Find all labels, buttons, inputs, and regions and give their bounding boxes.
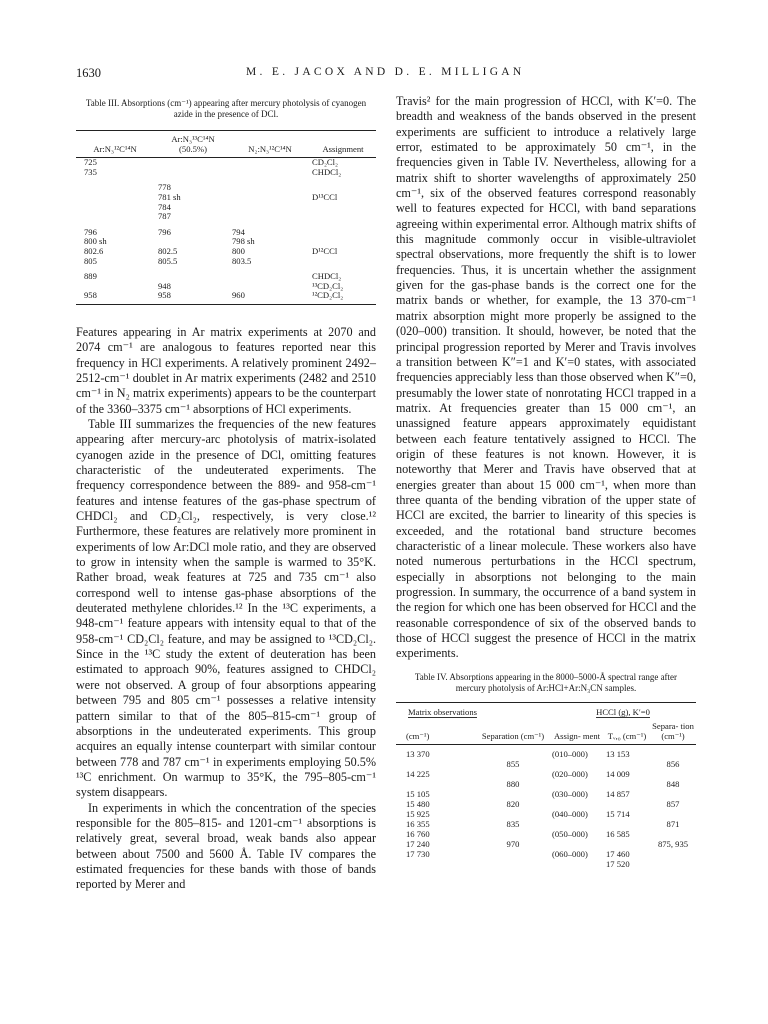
table-cell: CHDCl₂ bbox=[312, 271, 342, 282]
table-cell: 15 714 bbox=[606, 808, 630, 819]
table-cell: 798 sh bbox=[232, 236, 255, 247]
table-cell: (020–000) bbox=[552, 768, 588, 779]
table3-header: N₂:N₃¹²C¹⁴N bbox=[230, 131, 310, 158]
table-cell bbox=[76, 212, 148, 222]
table-cell: 805 bbox=[84, 255, 97, 266]
table-cell bbox=[76, 193, 148, 203]
table-cell bbox=[310, 257, 376, 267]
table-cell bbox=[76, 177, 148, 193]
table-row bbox=[76, 203, 376, 213]
table-cell bbox=[650, 849, 696, 859]
table-row bbox=[396, 829, 696, 839]
table4-body bbox=[396, 744, 696, 869]
table-cell bbox=[476, 829, 550, 839]
table-cell: 802.5 bbox=[158, 245, 178, 256]
table-cell bbox=[604, 799, 650, 809]
table-cell bbox=[476, 809, 550, 819]
table-row bbox=[396, 839, 696, 849]
table-cell bbox=[230, 266, 310, 282]
table-cell bbox=[650, 809, 696, 819]
table-cell: 787 bbox=[158, 211, 171, 222]
table-cell: 802.6 bbox=[84, 245, 104, 256]
table-cell bbox=[310, 222, 376, 238]
table-cell: CHDCl₂ bbox=[312, 166, 342, 177]
table3-caption: Table III. Absorptions (cm⁻¹) appearing after mercury photolysis of cyanogen azide in the presence of DCl. bbox=[85, 98, 367, 119]
table-cell bbox=[230, 177, 310, 193]
table-cell bbox=[310, 203, 376, 213]
running-head: M. E. JACOX AND D. E. MILLIGAN bbox=[246, 66, 525, 78]
table-cell bbox=[476, 769, 550, 779]
table-cell: ¹³CD₂Cl₂ bbox=[312, 280, 344, 291]
table-cell bbox=[604, 819, 650, 829]
table-cell: 781 sh bbox=[158, 191, 181, 202]
table4-header: Separation (cm⁻¹) bbox=[476, 721, 550, 745]
table-cell bbox=[550, 859, 604, 869]
table-row bbox=[396, 769, 696, 779]
table4-header-row bbox=[396, 721, 696, 745]
table-cell: 970 bbox=[506, 838, 520, 849]
table-row bbox=[76, 266, 376, 282]
table-cell bbox=[550, 759, 604, 769]
table-cell bbox=[230, 193, 310, 203]
table-cell bbox=[650, 859, 696, 869]
table3-header: Ar:N₃¹²C¹⁴N bbox=[76, 131, 148, 158]
table-cell: 16 760 bbox=[406, 828, 430, 839]
table-cell: 960 bbox=[230, 291, 310, 304]
table-row bbox=[76, 222, 376, 238]
table-cell bbox=[396, 779, 476, 789]
table-cell bbox=[650, 829, 696, 839]
table3 bbox=[76, 130, 376, 305]
table-cell bbox=[148, 158, 230, 168]
table-cell: 725 bbox=[84, 157, 97, 168]
table-cell: 805.5 bbox=[158, 255, 178, 266]
table-cell bbox=[476, 744, 550, 759]
table-cell bbox=[148, 266, 230, 282]
table-row bbox=[396, 789, 696, 799]
table-cell: 735 bbox=[84, 166, 97, 177]
table-cell: 15 105 bbox=[406, 788, 430, 799]
paragraph: Features appearing in Ar matrix experiments at 2070 and 2074 cm⁻¹ are analogous to features reported near this frequency in HCl experiments. A relatively prominent 2492–2512-cm⁻¹ doublet in Ar matrix experiments (2482 and 2510 cm⁻¹ in N₂ matrix experiments) appears to be the counterpart of the 3360–3375 cm⁻¹ absorptions of HCl experiments. bbox=[76, 324, 376, 416]
table-row bbox=[396, 779, 696, 789]
table-cell: 14 857 bbox=[606, 788, 630, 799]
table4-group-header: Matrix observations bbox=[408, 706, 477, 717]
right-column bbox=[396, 94, 696, 869]
table4-header: Separa- tion (cm⁻¹) bbox=[650, 721, 696, 745]
table-row bbox=[396, 809, 696, 819]
table-cell: 848 bbox=[666, 778, 680, 789]
table-cell: 17 730 bbox=[406, 848, 430, 859]
table-cell: 13 153 bbox=[606, 748, 630, 759]
table-cell bbox=[650, 789, 696, 799]
table-cell: 16 355 bbox=[406, 818, 430, 829]
table-cell: 14 009 bbox=[606, 768, 630, 779]
table-cell bbox=[550, 799, 604, 809]
table-cell bbox=[310, 177, 376, 193]
table-row bbox=[76, 291, 376, 304]
table-cell: (030–000) bbox=[552, 788, 588, 799]
paragraph: Travis² for the main progression of HCCl, with K′=0. The breadth and weakness of the bands observed in the present experiments are sufficient to introduce a relatively large error, estimated to be approximately 50 cm⁻¹, in the frequencies given in Table IV. Nevertheless, allowing for a matrix shift to shorter wavelengths of approximately 250 cm⁻¹, six of the observed features correspond reasonably well to features expected for HCCl, with band separations agreeing within experimental error. Although matrix shifts of this magnitude commonly occur in visible-ultraviolet spectral observations, more frequently the shift is to lower frequencies. Thus, it is uncertain whether the assignment given for the gas-phase bands is the correct one for the matrix bands or whether, for example, the 13 370-cm⁻¹ matrix absorption might more properly be assigned to the (020–000) transition. It should, however, be noted that the principal progression reported by Merer and Travis involves a transition between K″=1 and K′=0 states, with associated frequencies appreciably less than those observed when K″=0, presumably the lower state of nonrotating HCCl trapped in a matrix. At frequencies greater than 15 000 cm⁻¹, an unassigned feature appears approximately equidistant between each feature tentatively assigned to HCCl. The origin of these features is not known. However, it is noteworthy that Merer and Travis have observed that at energies greater than about 15 000 cm⁻¹, when more than three quanta of the bending vibration of the upper state of HCCl are excited, the barrier to linearity of this species is exceeded, and the rotational band structure becomes characteristic of a linear molecule. These workers also have noted numerous perturbations in the HCCl spectrum, especially in absorptions not belonging to the main progression. In summary, the occurrence of a band system in the region for which one has been observed for HCCl and the reasonable correspondence of six of the observed bands to those of HCCl suggest the presence of HCCl in the matrix experiments. bbox=[396, 94, 696, 661]
table-cell: (060–000) bbox=[552, 848, 588, 859]
table-cell: CD₂Cl₂ bbox=[312, 157, 339, 168]
table-row bbox=[396, 849, 696, 859]
table-row bbox=[76, 168, 376, 178]
table3-header: Ar:N₃¹³C¹⁴N (50.5%) bbox=[148, 131, 230, 158]
table4-header: (cm⁻¹) bbox=[396, 721, 476, 745]
table-row bbox=[396, 799, 696, 809]
table-cell: 784 bbox=[158, 201, 171, 212]
left-column bbox=[76, 98, 376, 893]
table-cell: 856 bbox=[666, 758, 680, 769]
table-row bbox=[396, 759, 696, 769]
table-cell bbox=[604, 779, 650, 789]
paragraph: In experiments in which the concentration of the species responsible for the 805–815- and 1201-cm⁻¹ absorptions is relatively great, several broad, weak bands also appear between about 7500 and 5600 Å. Table IV compares the estimated frequencies for these bands with those of bands reported by Merer and bbox=[76, 800, 376, 892]
table4-group-header: HCCl (g), K′=0 bbox=[596, 706, 650, 717]
table-row bbox=[76, 247, 376, 257]
table-cell: 17 460 bbox=[606, 848, 630, 859]
table-cell bbox=[650, 769, 696, 779]
table-cell bbox=[230, 168, 310, 178]
table-cell: (040–000) bbox=[552, 808, 588, 819]
table-cell: 800 bbox=[232, 245, 245, 256]
table4 bbox=[396, 702, 696, 869]
table-row bbox=[396, 744, 696, 759]
table-cell: ¹²CD₂Cl₂ bbox=[310, 291, 376, 304]
table-row bbox=[76, 257, 376, 267]
paragraph: Table III summarizes the frequencies of the new features appearing after mercury-arc photolysis of matrix-isolated cyanogen azide in the presence of DCl, omitting features characteristic of the undeuterated experiments. The frequency correspondence between the 889- and 958-cm⁻¹ features and intense features of the gas-phase spectrum of CHDCl₂ and CD₂Cl₂, respectively, is very close.¹² Furthermore, these features are relatively more prominent in experiments of low Ar:DCl mole ratio, and they are observed to grow in intensity when the sample is warmed to 35°K. Rather broad, weak features at 725 and 735 cm⁻¹ also correspond well to intense gas-phase absorptions of the deuterated methylene chlorides.¹² In the ¹³C experiments, a 948-cm⁻¹ feature appears with intensity equal to that of the 958-cm⁻¹ CD₂Cl₂ feature, and may be assigned to ¹³CD₂Cl₂. Since in the ¹³C study the extent of deuteration has been estimated to approach 90%, features assigned to CHDCl₂ were not observed. A group of four absorptions appearing between 795 and 805 cm⁻¹ possesses a relative intensity pattern similar to that of the 805–815-cm⁻¹ group of absorptions in the undeuterated experiments. This group acquires an equally intense counterpart with similar contour between 778 and 787 cm⁻¹ in experiments employing 50.5% ¹³C enrichment. On warmup to 35°K, the 795–805-cm⁻¹ system disappears. bbox=[76, 416, 376, 800]
table-row bbox=[396, 819, 696, 829]
table-cell bbox=[230, 203, 310, 213]
table-cell: 14 225 bbox=[406, 768, 430, 779]
table4-header: Assign- ment bbox=[550, 721, 604, 745]
table-cell bbox=[148, 168, 230, 178]
table-cell bbox=[604, 839, 650, 849]
table4-group-row bbox=[396, 702, 696, 721]
table-cell: 958 bbox=[76, 291, 148, 304]
table-cell: 958 bbox=[148, 291, 230, 304]
table-cell bbox=[476, 859, 550, 869]
table4-header: Tᵥ,₀ (cm⁻¹) bbox=[604, 721, 650, 745]
table-cell: 889 bbox=[84, 271, 97, 282]
table-cell bbox=[396, 759, 476, 769]
table-cell: 17 520 bbox=[606, 858, 630, 869]
table-cell bbox=[76, 203, 148, 213]
table-cell: 880 bbox=[506, 778, 520, 789]
table-cell: D¹³CCl bbox=[312, 191, 338, 202]
table-cell: 855 bbox=[506, 758, 520, 769]
table-cell bbox=[230, 158, 310, 168]
table-cell bbox=[604, 759, 650, 769]
table-cell bbox=[476, 789, 550, 799]
table-cell: D¹²CCl bbox=[312, 245, 338, 256]
table-cell: 17 240 bbox=[406, 838, 430, 849]
table-cell: 794 bbox=[232, 226, 245, 237]
table-cell: 871 bbox=[666, 818, 680, 829]
table3-body bbox=[76, 158, 376, 305]
table-cell: 778 bbox=[158, 182, 171, 193]
table3-header: Assignment bbox=[310, 131, 376, 158]
page-number: 1630 bbox=[76, 66, 101, 80]
table3-header-row bbox=[76, 131, 376, 158]
table-cell: (050–000) bbox=[552, 828, 588, 839]
table4-caption: Table IV. Absorptions appearing in the 8000–5000-Å spectral range after mercury photolysis of Ar:HCl+Ar:N₃CN samples. bbox=[414, 671, 678, 693]
table-cell bbox=[476, 849, 550, 859]
table-cell: 803.5 bbox=[232, 255, 252, 266]
table-row bbox=[396, 859, 696, 869]
table-cell: 800 sh bbox=[84, 236, 107, 247]
table-cell: 15 925 bbox=[406, 808, 430, 819]
table-cell: 796 bbox=[84, 226, 97, 237]
table-cell: 13 370 bbox=[406, 748, 430, 759]
table-cell bbox=[310, 212, 376, 222]
table-cell: 875, 935 bbox=[657, 838, 689, 849]
table-row bbox=[76, 177, 376, 193]
table-cell bbox=[230, 212, 310, 222]
table-cell bbox=[550, 819, 604, 829]
table-cell: 948 bbox=[158, 280, 171, 291]
table-row bbox=[76, 193, 376, 203]
table-cell: 835 bbox=[506, 818, 520, 829]
table-cell: 820 bbox=[506, 798, 520, 809]
table-cell bbox=[650, 744, 696, 759]
running-header bbox=[76, 66, 696, 82]
table-cell: 16 585 bbox=[606, 828, 630, 839]
table-row bbox=[76, 212, 376, 222]
table-cell bbox=[550, 839, 604, 849]
table-cell: 15 480 bbox=[406, 798, 430, 809]
table-cell: 796 bbox=[158, 226, 171, 237]
table-cell bbox=[396, 859, 476, 869]
table-cell: (010–000) bbox=[552, 748, 588, 759]
table-cell bbox=[550, 779, 604, 789]
table-cell: 857 bbox=[666, 798, 680, 809]
